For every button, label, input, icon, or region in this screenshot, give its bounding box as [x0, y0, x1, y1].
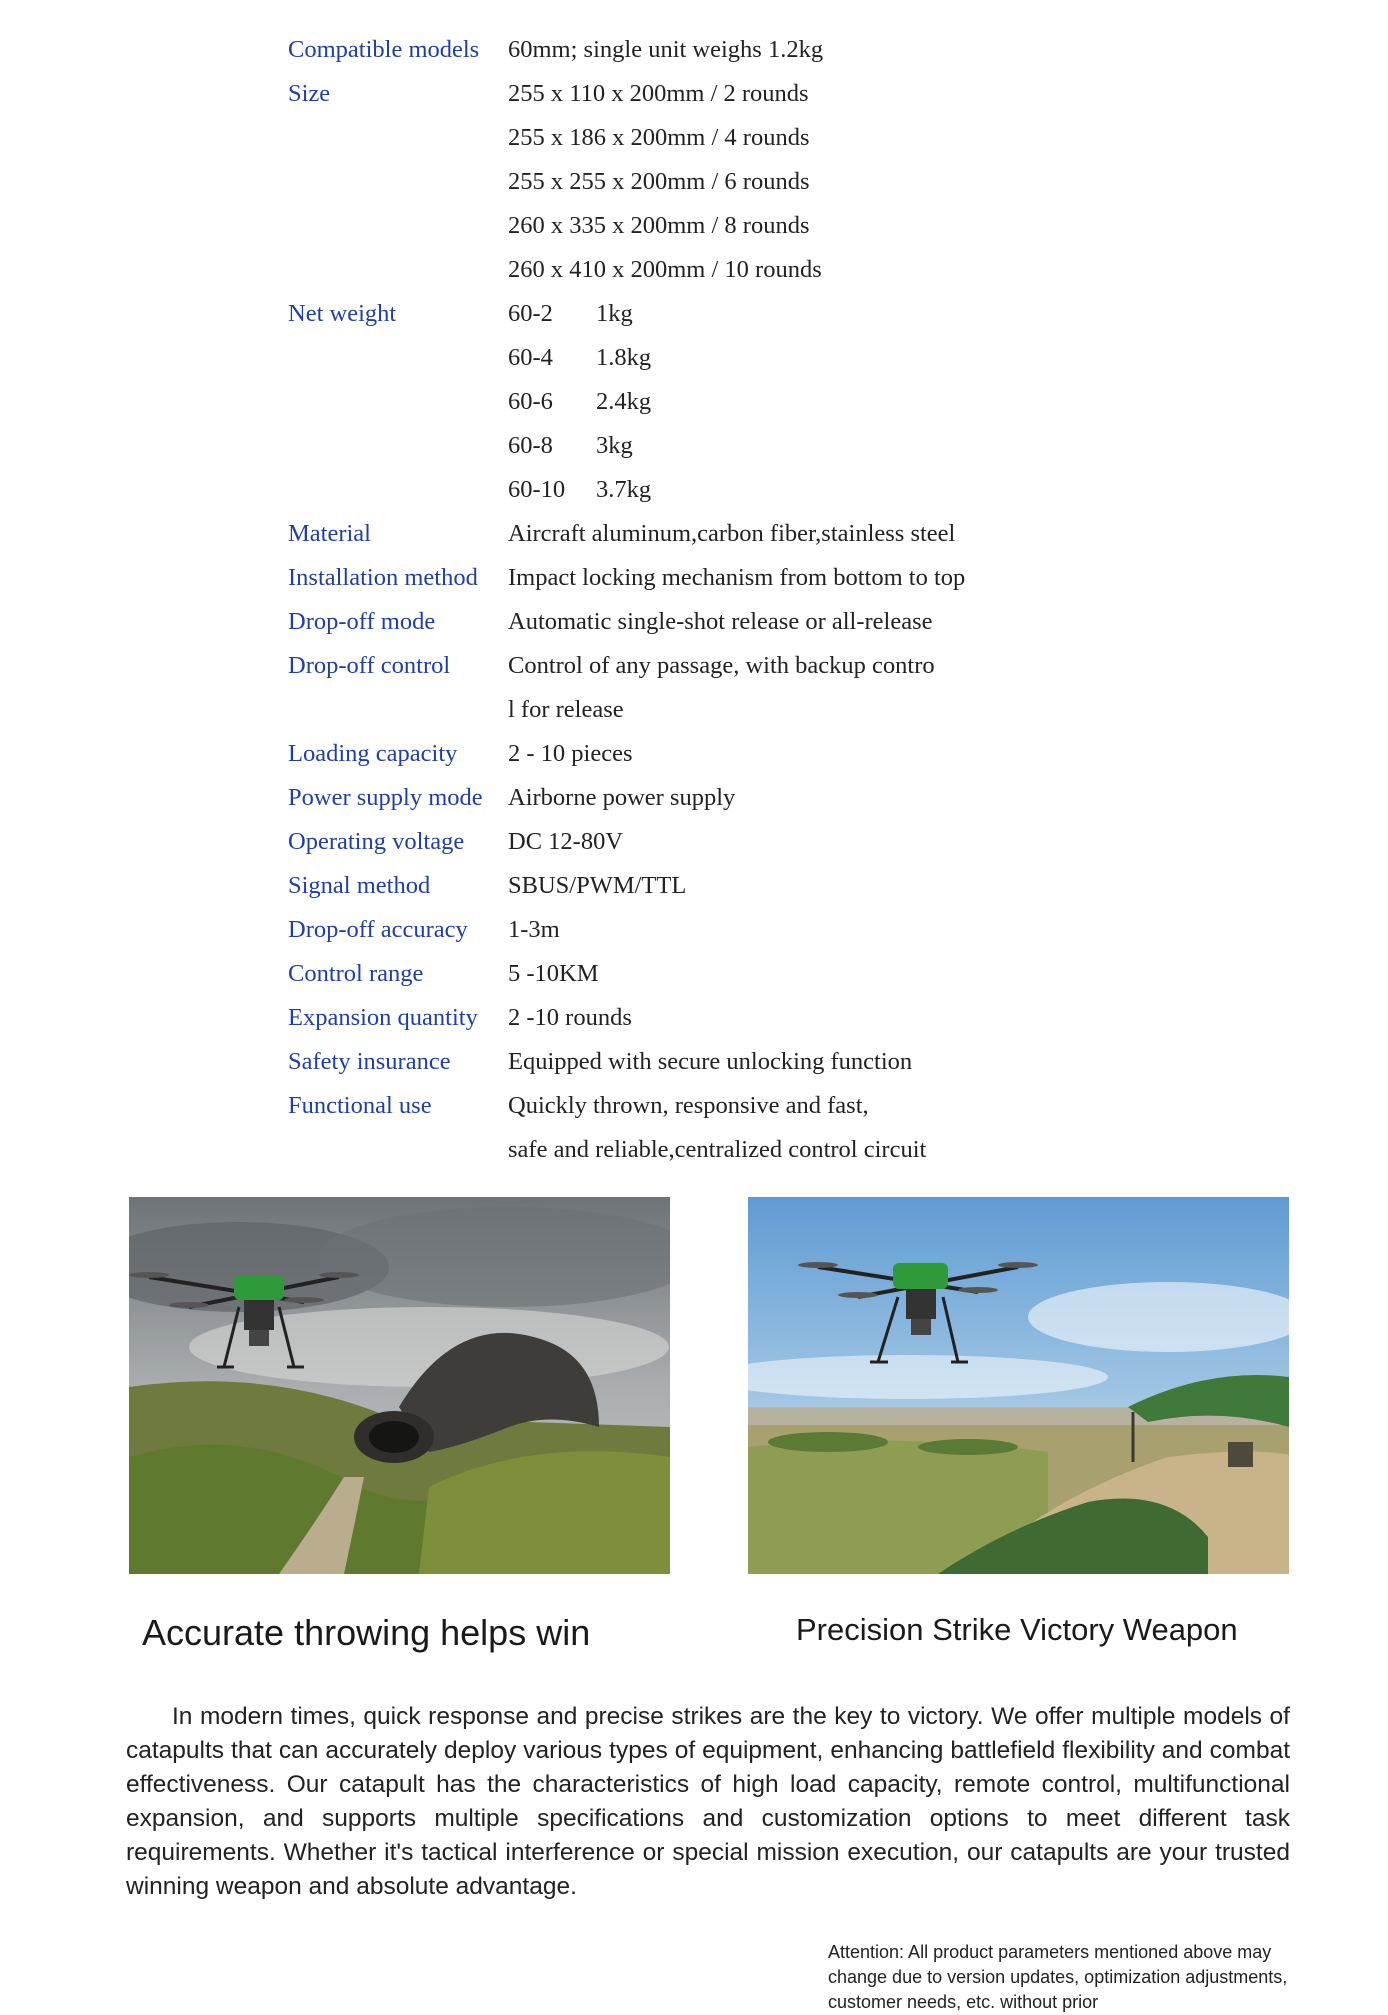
spec-value: Automatic single-shot release or all-release	[508, 608, 933, 635]
spec-row	[288, 248, 965, 292]
drone-photo-camouflage	[748, 1197, 1289, 1574]
spec-row	[288, 1128, 965, 1172]
spec-row	[288, 72, 965, 116]
spec-value: 255 x 186 x 200mm / 4 rounds	[508, 124, 810, 151]
spec-value: 2 -10 rounds	[508, 1004, 632, 1031]
spec-label: Operating voltage	[288, 828, 465, 855]
spec-value	[508, 300, 633, 328]
spec-value: Impact locking mechanism from bottom to top	[508, 564, 966, 591]
spec-value: Quickly thrown, responsive and fast,	[508, 1092, 869, 1119]
weight-model: 60-4	[508, 344, 553, 371]
spec-row	[288, 952, 965, 996]
weight-value: 1kg	[596, 300, 633, 327]
weight-model: 60-2	[508, 300, 553, 327]
weight-value: 3kg	[596, 432, 633, 459]
spec-label: Drop-off mode	[288, 608, 436, 635]
spec-row	[288, 908, 965, 952]
spec-label: Compatible models	[288, 36, 480, 63]
spec-value: SBUS/PWM/TTL	[508, 872, 687, 899]
spec-value	[508, 432, 633, 460]
spec-value	[508, 344, 651, 372]
spec-row	[288, 688, 965, 732]
spec-label: Drop-off control	[288, 652, 451, 679]
spec-value: Airborne power supply	[508, 784, 736, 811]
spec-row	[288, 468, 965, 512]
spec-value: Equipped with secure unlocking function	[508, 1048, 913, 1075]
spec-row	[288, 424, 965, 468]
spec-value: 1-3m	[508, 916, 560, 943]
spec-value: Control of any passage, with backup contro	[508, 652, 935, 679]
spec-row	[288, 1084, 965, 1128]
spec-value: 260 x 335 x 200mm / 8 rounds	[508, 212, 810, 239]
spec-label: Power supply mode	[288, 784, 483, 811]
weight-model: 60-10	[508, 476, 566, 503]
weight-value: 2.4kg	[596, 388, 652, 415]
caption-right: Precision Strike Victory Weapon	[796, 1612, 1238, 1647]
spec-row	[288, 292, 965, 336]
spec-label: Expansion quantity	[288, 1004, 478, 1031]
spec-label: Loading capacity	[288, 740, 458, 767]
spec-label: Installation method	[288, 564, 478, 591]
spec-label: Drop-off accuracy	[288, 916, 468, 943]
drone-photo-hillside	[129, 1197, 670, 1574]
spec-label: Signal method	[288, 872, 431, 899]
spec-value: Aircraft aluminum,carbon fiber,stainless steel	[508, 520, 956, 547]
spec-label: Safety insurance	[288, 1048, 451, 1075]
spec-row	[288, 380, 965, 424]
spec-row	[288, 600, 965, 644]
spec-value: 260 x 410 x 200mm / 10 rounds	[508, 256, 822, 283]
spec-value: safe and reliable,centralized control circuit	[508, 1136, 927, 1163]
attention-note: Attention: All product parameters mentioned above may change due to version updates, optimization adjustments, customer needs, etc. without prior	[828, 1942, 1288, 2012]
spec-row	[288, 556, 965, 600]
spec-row	[288, 644, 965, 688]
spec-label: Net weight	[288, 300, 397, 327]
weight-model: 60-8	[508, 432, 553, 459]
weight-model: 60-6	[508, 388, 553, 415]
spec-row	[288, 116, 965, 160]
spec-label: Material	[288, 520, 371, 547]
spec-value	[508, 388, 651, 416]
spec-row	[288, 28, 965, 72]
weight-value: 3.7kg	[596, 476, 652, 503]
spec-row	[288, 732, 965, 776]
spec-row	[288, 996, 965, 1040]
spec-value: l for release	[508, 696, 624, 723]
spec-row	[288, 776, 965, 820]
spec-label: Size	[288, 80, 331, 107]
spec-label: Control range	[288, 960, 424, 987]
spec-value: DC 12-80V	[508, 828, 624, 855]
description-paragraph: In modern times, quick response and precise strikes are the key to victory. We offer multiple models of catapults that can accurately deploy various types of equipment, enhancing battlefield flexibility and combat effectiveness. Our catapult has the characteristics of high load capacity, remote control, multifunctional expansion, and supports multiple specifications and customization options to meet different task requirements. Whether it's tactical interference or special mission execution, our catapults are your trusted winning weapon and absolute advantage.	[126, 1703, 1290, 1900]
spec-row	[288, 820, 965, 864]
spec-row	[288, 1040, 965, 1084]
weight-value: 1.8kg	[596, 344, 652, 371]
spec-value: 60mm; single unit weighs 1.2kg	[508, 36, 824, 63]
spec-value: 255 x 255 x 200mm / 6 rounds	[508, 168, 810, 195]
spec-row	[288, 336, 965, 380]
spec-value: 2 - 10 pieces	[508, 740, 633, 767]
spec-value: 5 -10KM	[508, 960, 599, 987]
spec-row	[288, 864, 965, 908]
spec-row	[288, 160, 965, 204]
spec-row	[288, 512, 965, 556]
spec-value: 255 x 110 x 200mm / 2 rounds	[508, 80, 809, 107]
spec-label: Functional use	[288, 1092, 432, 1119]
spec-row	[288, 204, 965, 248]
caption-left: Accurate throwing helps win	[142, 1612, 591, 1653]
spec-value	[508, 476, 651, 504]
spec-table	[288, 28, 965, 1172]
